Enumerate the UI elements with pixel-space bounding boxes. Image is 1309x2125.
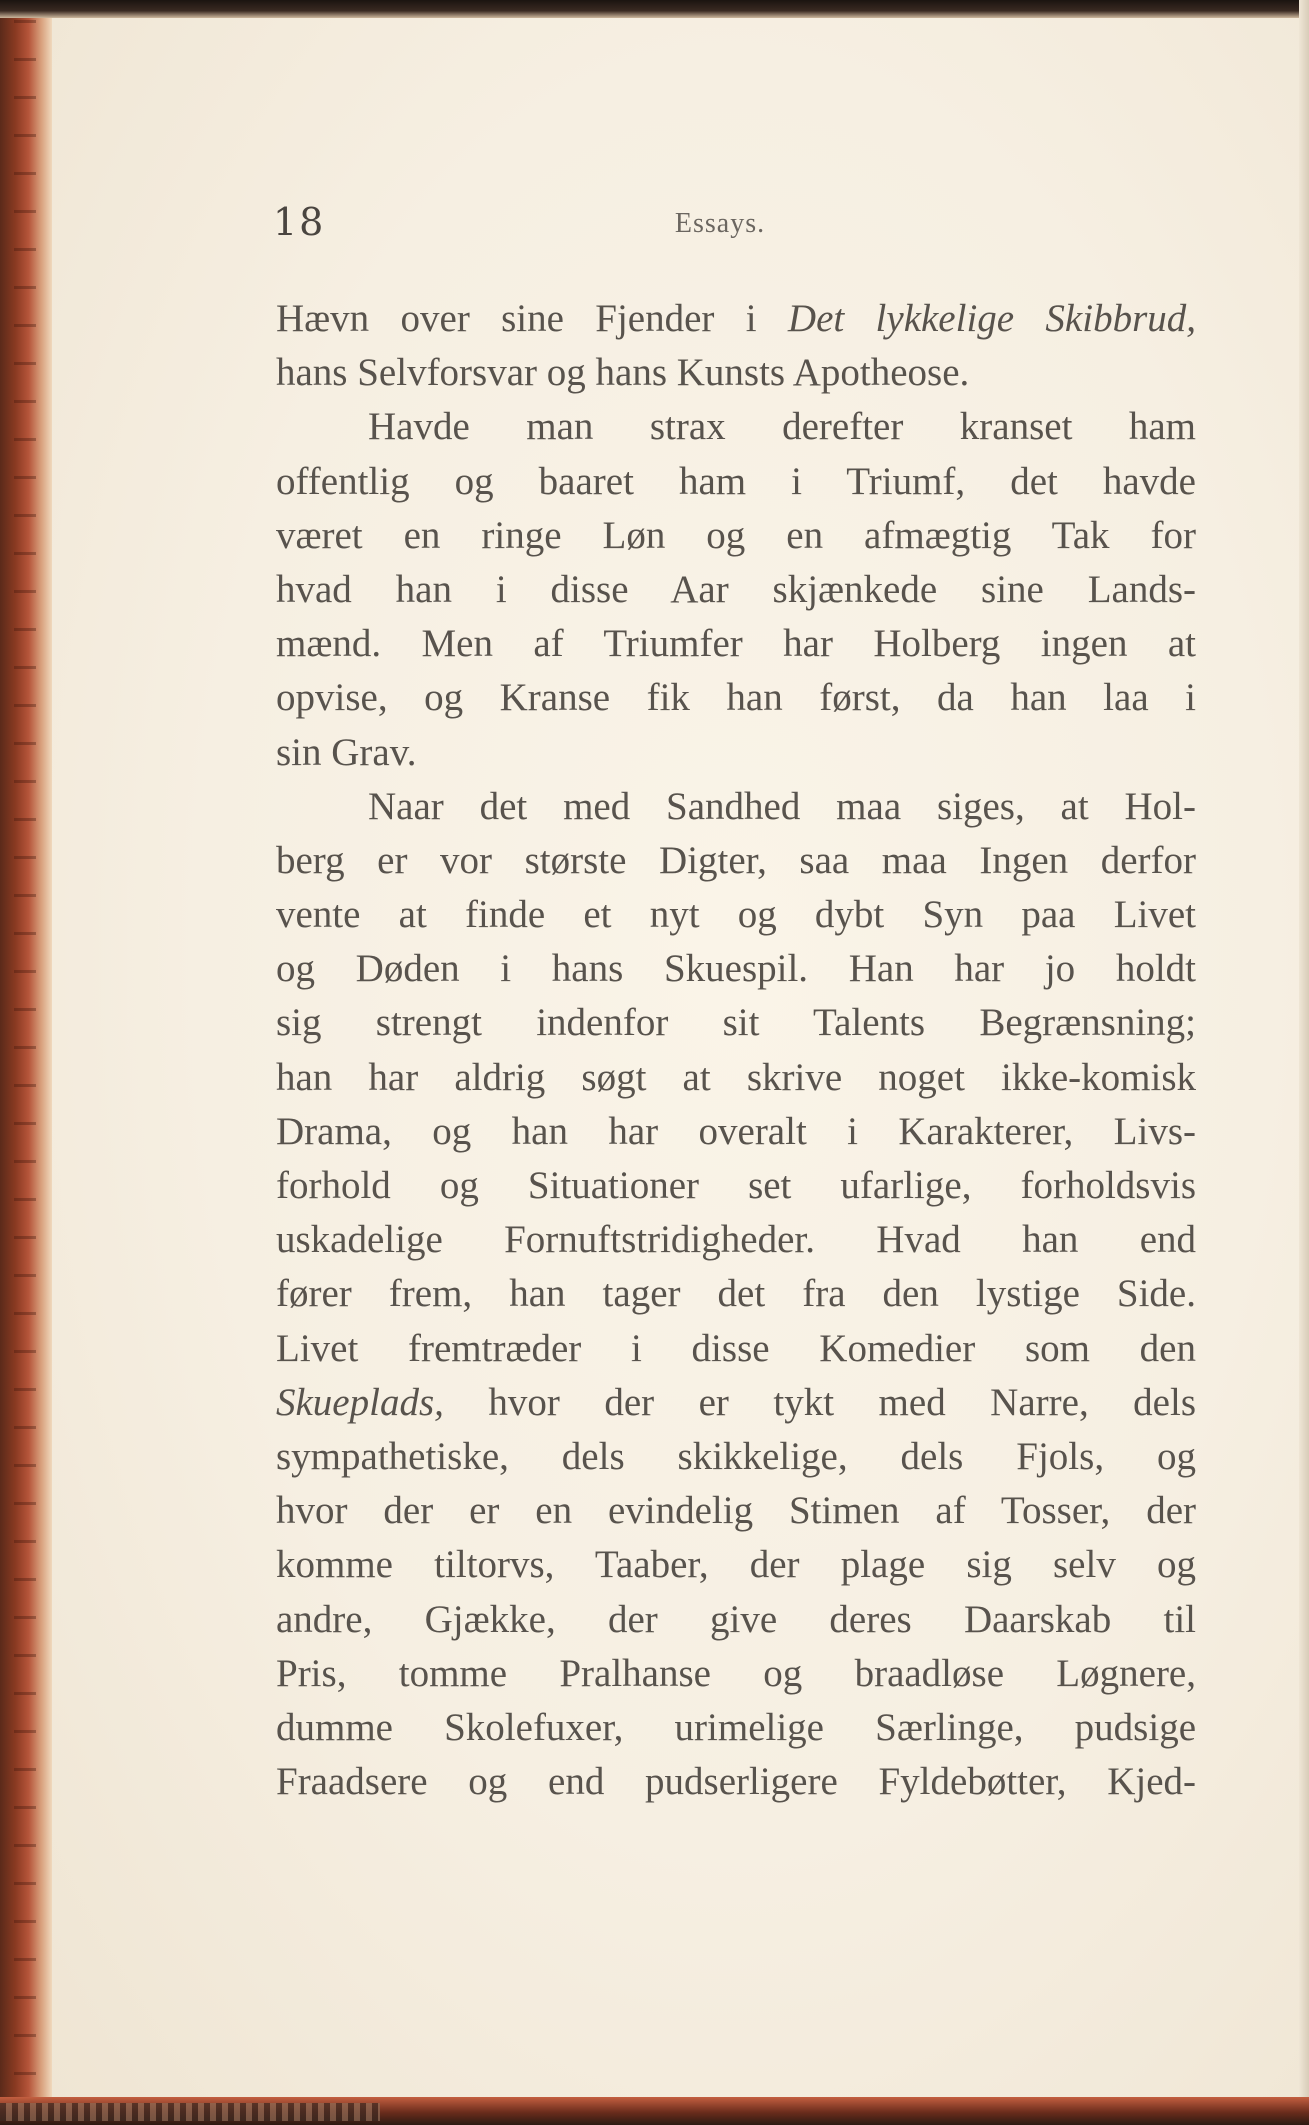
text-line <box>276 1159 1196 1213</box>
text-span: fører frem, han tager det fra den lystige Side. <box>276 1272 1196 1316</box>
text-span: Livet fremtræder i disse Komedier som den <box>276 1326 1196 1370</box>
text-line <box>276 292 1196 346</box>
text-span: forhold og Situationer set ufarlige, forholdsvis <box>276 1164 1196 1207</box>
text-span: hvor der er en evindelig Stimen af Tosser, der <box>276 1489 1196 1533</box>
text-line <box>276 1755 1196 1809</box>
spine-texture <box>14 20 36 2100</box>
italic-text: Det lykkelige Skibbrud, <box>787 297 1196 340</box>
text-line <box>276 1647 1196 1701</box>
text-line <box>276 563 1196 617</box>
text-line <box>276 1430 1196 1484</box>
italic-text: Skueplads, <box>276 1380 444 1424</box>
text-line <box>276 1484 1196 1538</box>
text-span: Naar det med Sandhed maa siges, at Hol- <box>368 784 1196 828</box>
text-line <box>276 455 1196 509</box>
text-line <box>276 346 1196 400</box>
text-span: hvad han i disse Aar skjænkede sine Lands- <box>276 567 1196 611</box>
text-line <box>276 834 1196 888</box>
page-header <box>0 0 1309 260</box>
text-span: sympathetiske, dels skikkelige, dels Fjols, og <box>276 1434 1196 1478</box>
text-line <box>276 888 1196 942</box>
text-span: hvor der er tykt med Narre, dels <box>443 1380 1196 1424</box>
text-span: han har aldrig søgt at skrive noget ikke-komisk <box>276 1055 1196 1099</box>
text-line <box>276 1538 1196 1592</box>
text-line <box>276 1376 1196 1430</box>
body-text <box>276 292 1196 1809</box>
text-span: været en ringe Løn og en afmægtig Tak for <box>276 513 1196 557</box>
text-line <box>276 1322 1196 1376</box>
text-span: hans Selvforsvar og hans Kunsts Apotheose. <box>276 351 970 395</box>
text-span: sig strengt indenfor sit Talents Begrænsning; <box>276 1001 1196 1045</box>
text-span: berg er vor største Digter, saa maa Ingen derfor <box>276 838 1196 882</box>
text-span: komme tiltorvs, Taaber, der plage sig selv og <box>276 1543 1196 1587</box>
text-span: dumme Skolefuxer, urimelige Særlinge, pudsige <box>276 1705 1196 1749</box>
text-span: offentlig og baaret ham i Triumf, det havde <box>276 459 1196 503</box>
text-line <box>276 1213 1196 1267</box>
text-line <box>276 671 1196 725</box>
text-line <box>276 617 1196 671</box>
text-line <box>276 1593 1196 1647</box>
text-line <box>276 400 1196 454</box>
text-line <box>276 942 1196 996</box>
bottom-cloth-texture <box>0 2103 380 2121</box>
text-span: Drama, og han har overalt i Karakterer, Livs- <box>276 1109 1196 1153</box>
text-span: og Døden i hans Skuespil. Han har jo holdt <box>276 947 1196 991</box>
text-span: mænd. Men af Triumfer har Holberg ingen at <box>276 622 1196 666</box>
page-number: 18 <box>273 200 326 244</box>
text-line <box>276 1267 1196 1321</box>
text-span: opvise, og Kranse fik han først, da han laa i <box>276 676 1196 720</box>
text-span: sin Grav. <box>276 730 417 774</box>
text-span: vente at finde et nyt og dybt Syn paa Livet <box>276 893 1196 937</box>
text-line <box>276 726 1196 780</box>
text-line <box>276 1051 1196 1105</box>
right-edge <box>1299 0 1309 2125</box>
text-span: andre, Gjække, der give deres Daarskab til <box>276 1597 1196 1641</box>
text-line <box>276 509 1196 563</box>
text-span: Fraadsere og end pudserligere Fyldebøtter, Kjed- <box>276 1760 1196 1804</box>
text-span: Hævn over sine Fjender i <box>276 297 788 340</box>
text-span: Pris, tomme Pralhanse og braadløse Løgnere, <box>276 1651 1196 1695</box>
text-line <box>276 1701 1196 1755</box>
text-line <box>276 996 1196 1050</box>
text-span: uskadelige Fornuftstridigheder. Hvad han end <box>276 1218 1196 1262</box>
text-line <box>276 1105 1196 1159</box>
text-span: Havde man strax derefter kranset ham <box>368 405 1196 449</box>
running-head: Essays. <box>674 208 766 239</box>
text-line <box>276 780 1196 834</box>
